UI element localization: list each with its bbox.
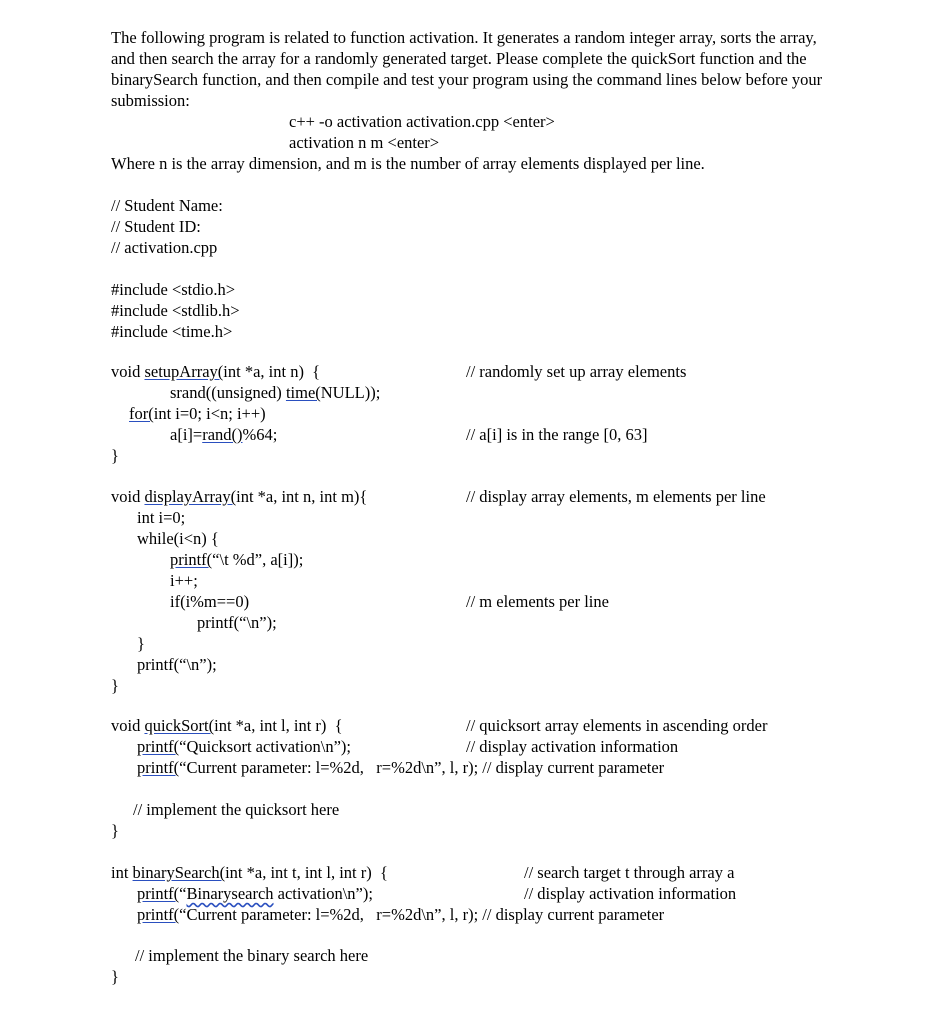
quicksort-printf-activation: printf(“Quicksort activation\n”);	[137, 737, 351, 756]
display-init-line: int i=0;	[137, 508, 186, 527]
binarysearch-activation-comment: // display activation information	[524, 884, 737, 903]
binarysearch-signature: int binarySearch(int *a, int t, int l, int r) {	[111, 863, 388, 882]
display-close-brace: }	[111, 676, 119, 695]
display-signature: void displayArray(int *a, int n, int m){	[111, 487, 368, 506]
setup-comment: // randomly set up array elements	[466, 362, 687, 381]
student-id-comment: // Student ID:	[111, 217, 201, 236]
display-comment: // display array elements, m elements per line	[466, 487, 766, 506]
display-while-line: while(i<n) {	[137, 529, 219, 548]
display-final-printf: printf(“\n”);	[137, 655, 217, 674]
quicksort-implement-comment: // implement the quicksort here	[133, 800, 340, 819]
setup-range-comment: // a[i] is in the range [0, 63]	[466, 425, 648, 444]
quicksort-activation-comment: // display activation information	[466, 737, 679, 756]
binarysearch-implement-comment: // implement the binary search here	[135, 946, 369, 965]
display-newline-line: printf(“\n”);	[197, 613, 277, 632]
quicksort-comment: // quicksort array elements in ascending order	[466, 716, 768, 735]
intro-where: Where n is the array dimension, and m is the number of array elements displayed per line.	[111, 154, 705, 173]
include-time: #include <time.h>	[111, 322, 233, 341]
binarysearch-comment: // search target t through array a	[524, 863, 735, 882]
display-per-line-comment: // m elements per line	[466, 592, 609, 611]
quicksort-signature: void quickSort(int *a, int l, int r) {	[111, 716, 343, 735]
include-stdio: #include <stdio.h>	[111, 280, 236, 299]
student-name-comment: // Student Name:	[111, 196, 223, 215]
setup-signature: void setupArray(int *a, int n) {	[111, 362, 321, 381]
command-line-run: activation n m <enter>	[289, 133, 440, 152]
quicksort-close-brace: }	[111, 821, 119, 840]
display-inner-close: }	[137, 634, 145, 653]
binarysearch-printf-params: printf(“Current parameter: l=%2d, r=%2d\n”, l, r); // display current parameter	[137, 905, 665, 924]
setup-close-brace: }	[111, 446, 119, 465]
include-stdlib: #include <stdlib.h>	[111, 301, 240, 320]
setup-assign-line: a[i]=rand()%64;	[170, 425, 278, 444]
binarysearch-printf-activation: printf(“Binarysearch activation\n”);	[137, 884, 373, 903]
display-increment-line: i++;	[170, 571, 198, 590]
filename-comment: // activation.cpp	[111, 238, 218, 257]
setup-for-line: for(int i=0; i<n; i++)	[129, 404, 266, 423]
setup-srand-line: srand((unsigned) time(NULL));	[170, 383, 381, 402]
command-line-compile: c++ -o activation activation.cpp <enter>	[289, 112, 555, 131]
quicksort-printf-params: printf(“Current parameter: l=%2d, r=%2d\n”, l, r); // display current parameter	[137, 758, 665, 777]
display-printf-line: printf(“\t %d”, a[i]);	[170, 550, 304, 569]
intro-paragraph: The following program is related to function activation. It generates a random integer array, sorts the array, and then search the array for a randomly generated target. Please complete the quickSort function and the binarySearch function, and then compile and test your program using the command lines below before your submission:	[111, 28, 823, 110]
display-if-line: if(i%m==0)	[170, 592, 250, 611]
binarysearch-close-brace: }	[111, 967, 119, 986]
